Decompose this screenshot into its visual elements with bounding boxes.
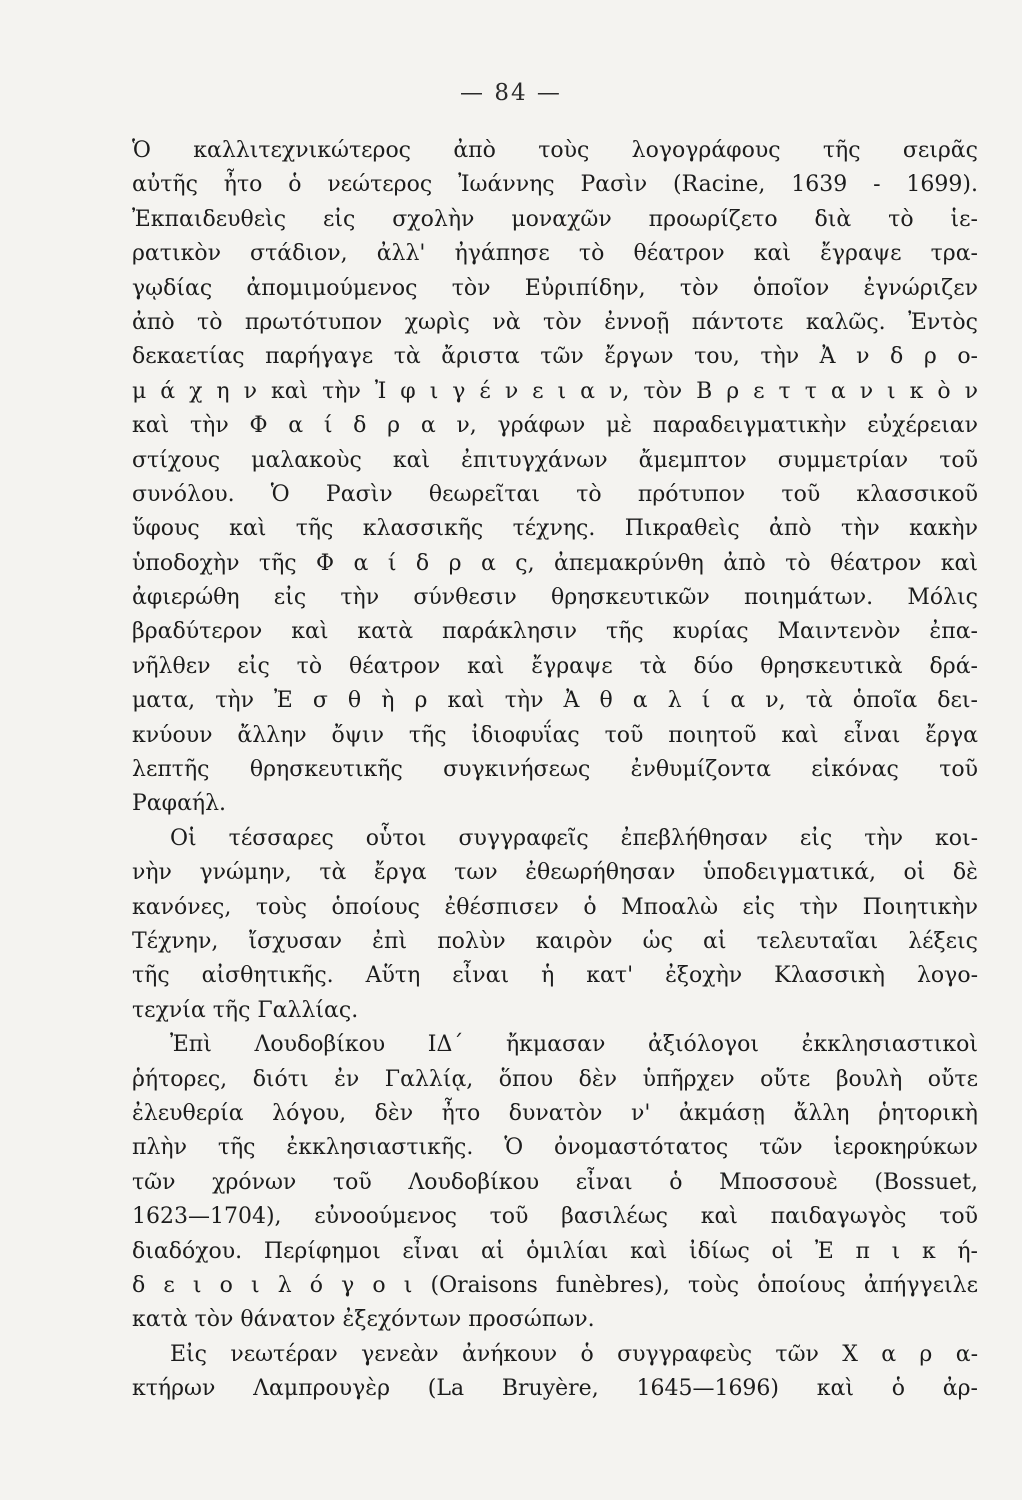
text-line: Ἐκπαιδευθεὶς εἰς σχολὴν μοναχῶν προωρίζετο διὰ τὸ ἱε-: [132, 206, 978, 232]
text-line: διαδόχου. Περίφημοι εἶναι αἱ ὁμιλίαι καὶ ἰδίως οἱ Ἐ π ι κ ή-: [132, 1238, 978, 1264]
text-line: μ ά χ η ν καὶ τὴν Ἰ φ ι γ έ ν ε ι α ν, τὸν Β ρ ε τ τ α ν ι κ ὸ ν: [132, 378, 978, 404]
text-line: τεχνία τῆς Γαλλίας.: [132, 997, 359, 1023]
text-line: λεπτῆς θρησκευτικῆς συγκινήσεως ἐνθυμίζοντα εἰκόνας τοῦ: [132, 757, 978, 783]
text-line: βραδύτερον καὶ κατὰ παράκλησιν τῆς κυρίας Μαιντενὸν ἐπα-: [132, 619, 978, 645]
page-number: — 84 —: [460, 80, 562, 106]
text-line: τῶν χρόνων τοῦ Λουδοβίκου εἶναι ὁ Μποσσουὲ (Bossuet,: [132, 1169, 978, 1195]
body-text: [132, 134, 978, 1406]
text-line: πλὴν τῆς ἐκκλησιαστικῆς. Ὁ ὀνομαστότατος τῶν ἱεροκηρύκων: [132, 1135, 978, 1161]
text-line: νὴν γνώμην, τὰ ἔργα των ἐθεωρήθησαν ὑποδειγματικά, οἱ δὲ: [132, 860, 978, 886]
text-line: δ ε ι ο ι λ ό γ ο ι (Oraisons funèbres), τοὺς ὁποίους ἀπήγγειλε: [132, 1272, 978, 1298]
text-line: Οἱ τέσσαρες οὗτοι συγγραφεῖς ἐπεβλήθησαν εἰς τὴν κοι-: [170, 825, 978, 851]
text-line: γῳδίας ἀπομιμούμενος τὸν Εὐριπίδην, τὸν ὁποῖον ἐγνώριζεν: [132, 275, 978, 301]
text-line: ματα, τὴν Ἐ σ θ ὴ ρ καὶ τὴν Ἀ θ α λ ί α ν, τὰ ὁποῖα δει-: [132, 688, 978, 714]
text-line: 1623—1704), εὐνοούμενος τοῦ βασιλέως καὶ παιδαγωγὸς τοῦ: [132, 1204, 978, 1230]
text-line: στίχους μαλακοὺς καὶ ἐπιτυγχάνων ἄμεμπτον συμμετρίαν τοῦ: [132, 447, 978, 473]
text-line: δεκαετίας παρήγαγε τὰ ἄριστα τῶν ἔργων του, τὴν Ἀ ν δ ρ ο-: [132, 344, 978, 370]
text-line: κατὰ τὸν θάνατον ἐξεχόντων προσώπων.: [132, 1307, 595, 1333]
text-line: αὐτῆς ἦτο ὁ νεώτερος Ἰωάννης Ρασὶν (Racine, 1639 - 1699).: [132, 172, 978, 198]
text-line: Ἐπὶ Λουδοβίκου ΙΔ΄ ἤκμασαν ἀξιόλογοι ἐκκλησιαστικοὶ: [170, 1032, 978, 1058]
text-line: κνύουν ἄλλην ὄψιν τῆς ἰδιοφυΐας τοῦ ποιητοῦ καὶ εἶναι ἔργα: [132, 722, 978, 748]
text-line: ἀφιερώθη εἰς τὴν σύνθεσιν θρησκευτικῶν ποιημάτων. Μόλις: [132, 585, 978, 611]
text-line: τῆς αἰσθητικῆς. Αὕτη εἶναι ἡ κατ' ἐξοχὴν Κλασσικὴ λογο-: [132, 963, 978, 989]
text-line: Ραφαήλ.: [132, 791, 227, 817]
text-line: κανόνες, τοὺς ὁποίους ἐθέσπισεν ὁ Μποαλὼ εἰς τὴν Ποιητικὴν: [132, 894, 978, 920]
text-line: ρατικὸν στάδιον, ἀλλ' ἠγάπησε τὸ θέατρον καὶ ἔγραψε τρα-: [132, 241, 978, 267]
text-line: συνόλου. Ὁ Ρασὶν θεωρεῖται τὸ πρότυπον τοῦ κλασσικοῦ: [132, 481, 978, 507]
text-line: ἐλευθερία λόγου, δὲν ἦτο δυνατὸν ν' ἀκμάσῃ ἄλλη ῥητορικὴ: [132, 1100, 978, 1126]
text-line: ῥήτορες, διότι ἐν Γαλλίᾳ, ὅπου δὲν ὑπῆρχεν οὔτε βουλὴ οὔτε: [132, 1066, 978, 1092]
text-line: νῆλθεν εἰς τὸ θέατρον καὶ ἔγραψε τὰ δύο θρησκευτικὰ δρά-: [132, 653, 978, 679]
text-line: Τέχνην, ἴσχυσαν ἐπὶ πολὺν καιρὸν ὡς αἱ τελευταῖαι λέξεις: [132, 928, 978, 954]
text-line: Ὁ καλλιτεχνικώτερος ἀπὸ τοὺς λογογράφους τῆς σειρᾶς: [132, 138, 978, 163]
text-line: ἀπὸ τὸ πρωτότυπον χωρὶς νὰ τὸν ἐννοῇ πάντοτε καλῶς. Ἐντὸς: [132, 309, 978, 335]
text-line: ὕφους καὶ τῆς κλασσικῆς τέχνης. Πικραθεὶς ἀπὸ τὴν κακὴν: [132, 516, 978, 542]
text-line: καὶ τὴν Φ α ί δ ρ α ν, γράφων μὲ παραδειγματικὴν εὐχέρειαν: [132, 413, 978, 439]
text-line: Εἰς νεωτέραν γενεὰν ἀνήκουν ὁ συγγραφεὺς τῶν Χ α ρ α-: [170, 1341, 978, 1367]
text-line: κτήρων Λαμπρουγὲρ (La Bruyère, 1645—1696) καὶ ὁ ἀρ-: [132, 1376, 978, 1402]
text-line: ὑποδοχὴν τῆς Φ α ί δ ρ α ς, ἀπεμακρύνθη ἀπὸ τὸ θέατρον καὶ: [132, 550, 978, 576]
